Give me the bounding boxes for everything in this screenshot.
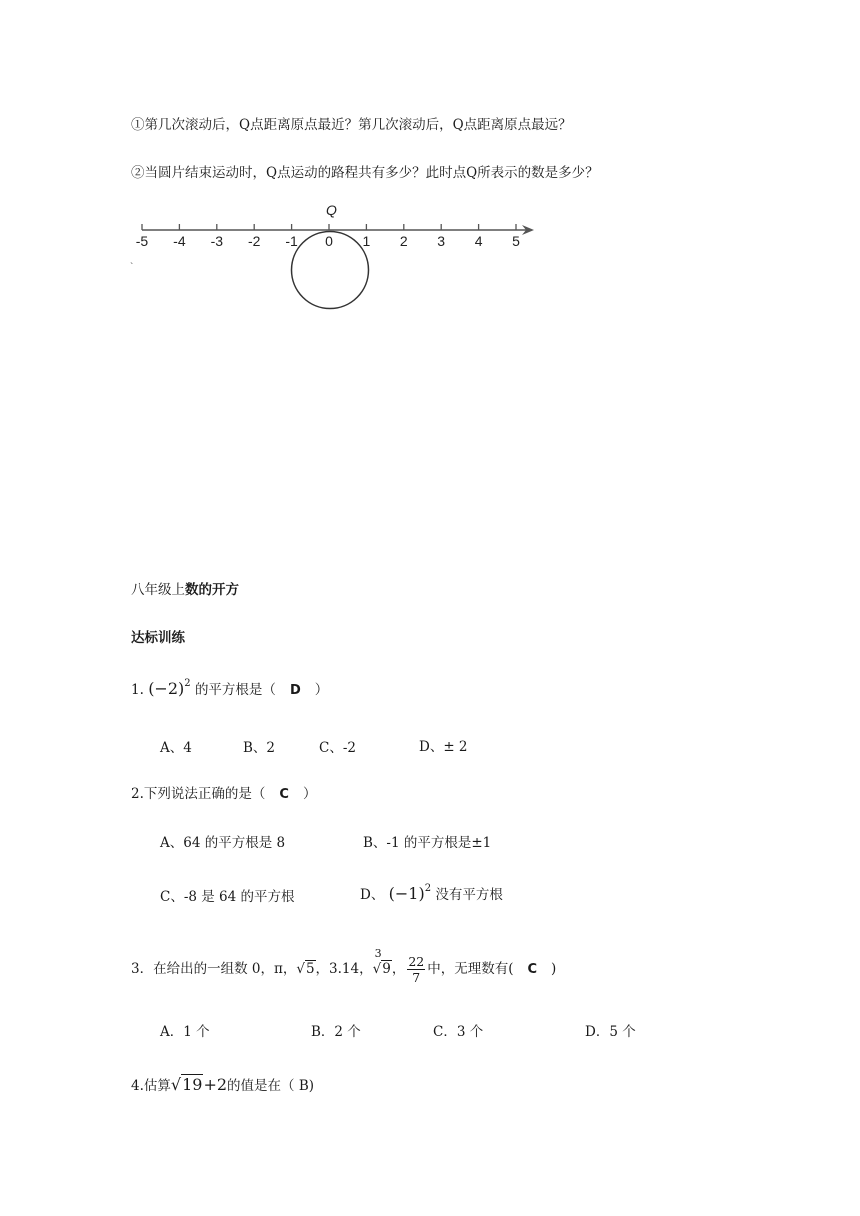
q4-sqrt: √19 <box>170 1075 203 1094</box>
q2-stem: 2.下列说法正确的是（ <box>131 786 266 802</box>
q2-option-c: C、-8 是 64 的平方根 <box>160 889 295 905</box>
q3-close: ) <box>551 961 557 977</box>
tick-label: -2 <box>247 233 261 249</box>
question-1 <box>131 678 328 698</box>
q2-option-d-prefix: D、 <box>360 887 385 903</box>
q2-answer: C <box>279 787 289 802</box>
number-line-figure <box>128 198 548 316</box>
question-2 <box>131 782 316 802</box>
q2-option-d-base: (−1) <box>388 884 425 903</box>
tick-label: -4 <box>173 233 186 249</box>
section-heading <box>131 578 239 598</box>
q4-suffix: 的值是在（ B) <box>227 1078 315 1094</box>
q1-exponent: 2 <box>184 678 191 689</box>
section-subtitle: 达标训练 <box>131 630 185 646</box>
q3-sqrt: √5 <box>296 961 315 977</box>
question-3 <box>131 947 557 985</box>
q2-close: ） <box>302 786 317 802</box>
q2-option-d <box>360 883 503 903</box>
q3-mid: ，3.14， <box>315 961 373 977</box>
q3-option-c: C．3 个 <box>433 1024 484 1040</box>
tick-marks <box>136 224 520 249</box>
q1-option-a: A、4 <box>160 740 192 756</box>
q2-option-b: B、-1 的平方根是±1 <box>363 835 492 851</box>
tick-label: -3 <box>210 233 224 249</box>
tick-label: 1 <box>362 233 371 249</box>
tick-label: 3 <box>437 233 446 249</box>
q1-answer: D <box>289 683 301 698</box>
question-part-1: ①第几次滚动后，Q点距离原点最近？第几次滚动后，Q点距离原点最远？ <box>131 117 572 133</box>
section-title: 数的开方 <box>185 582 239 598</box>
q1-option-c: C、-2 <box>319 740 356 756</box>
q1-option-b: B、2 <box>243 740 276 756</box>
q3-comma: ， <box>391 961 406 977</box>
q4-prefix: 4.估算 <box>131 1078 171 1094</box>
q1-text: 的平方根是（ <box>194 682 276 698</box>
tick-label: 0 <box>325 233 333 249</box>
stray-mark: ` <box>130 262 134 273</box>
tick-label: 2 <box>399 233 408 249</box>
tick-label: 4 <box>474 233 483 249</box>
q1-number: 1. <box>131 682 144 698</box>
tick-label: -5 <box>135 233 149 249</box>
q3-prefix: 3．在给出的一组数 0，π， <box>131 961 297 977</box>
question-4 <box>131 1074 314 1094</box>
tick-label: 5 <box>512 233 520 249</box>
q3-answer: C <box>527 962 538 977</box>
point-q-label: Q <box>326 202 337 218</box>
q3-fraction: $\frac{22}{7}$ <box>408 954 425 985</box>
q2-option-d-exponent: 2 <box>424 883 432 894</box>
tick-label: -1 <box>285 233 298 249</box>
q1-base: (−2) <box>148 679 185 698</box>
q3-option-d: D．5 个 <box>585 1024 636 1040</box>
q3-option-b: B．2 个 <box>311 1024 361 1040</box>
q4-plus: +2 <box>203 1075 228 1094</box>
question-part-2: ②当圆片结束运动时，Q点运动的路程共有多少？此时点Q所表示的数是多少？ <box>131 165 599 181</box>
q1-close: ） <box>314 682 329 698</box>
q3-suffix: 中，无理数有( <box>427 961 514 977</box>
q3-option-a: A．1 个 <box>160 1024 210 1040</box>
q1-option-d: D、± 2 <box>419 739 468 755</box>
q3-cbrt: 3 √9 <box>372 947 391 977</box>
q2-option-a: A、64 的平方根是 8 <box>160 835 286 851</box>
q2-option-d-suffix: 没有平方根 <box>435 887 503 903</box>
section-prefix: 八年级上 <box>131 582 185 598</box>
